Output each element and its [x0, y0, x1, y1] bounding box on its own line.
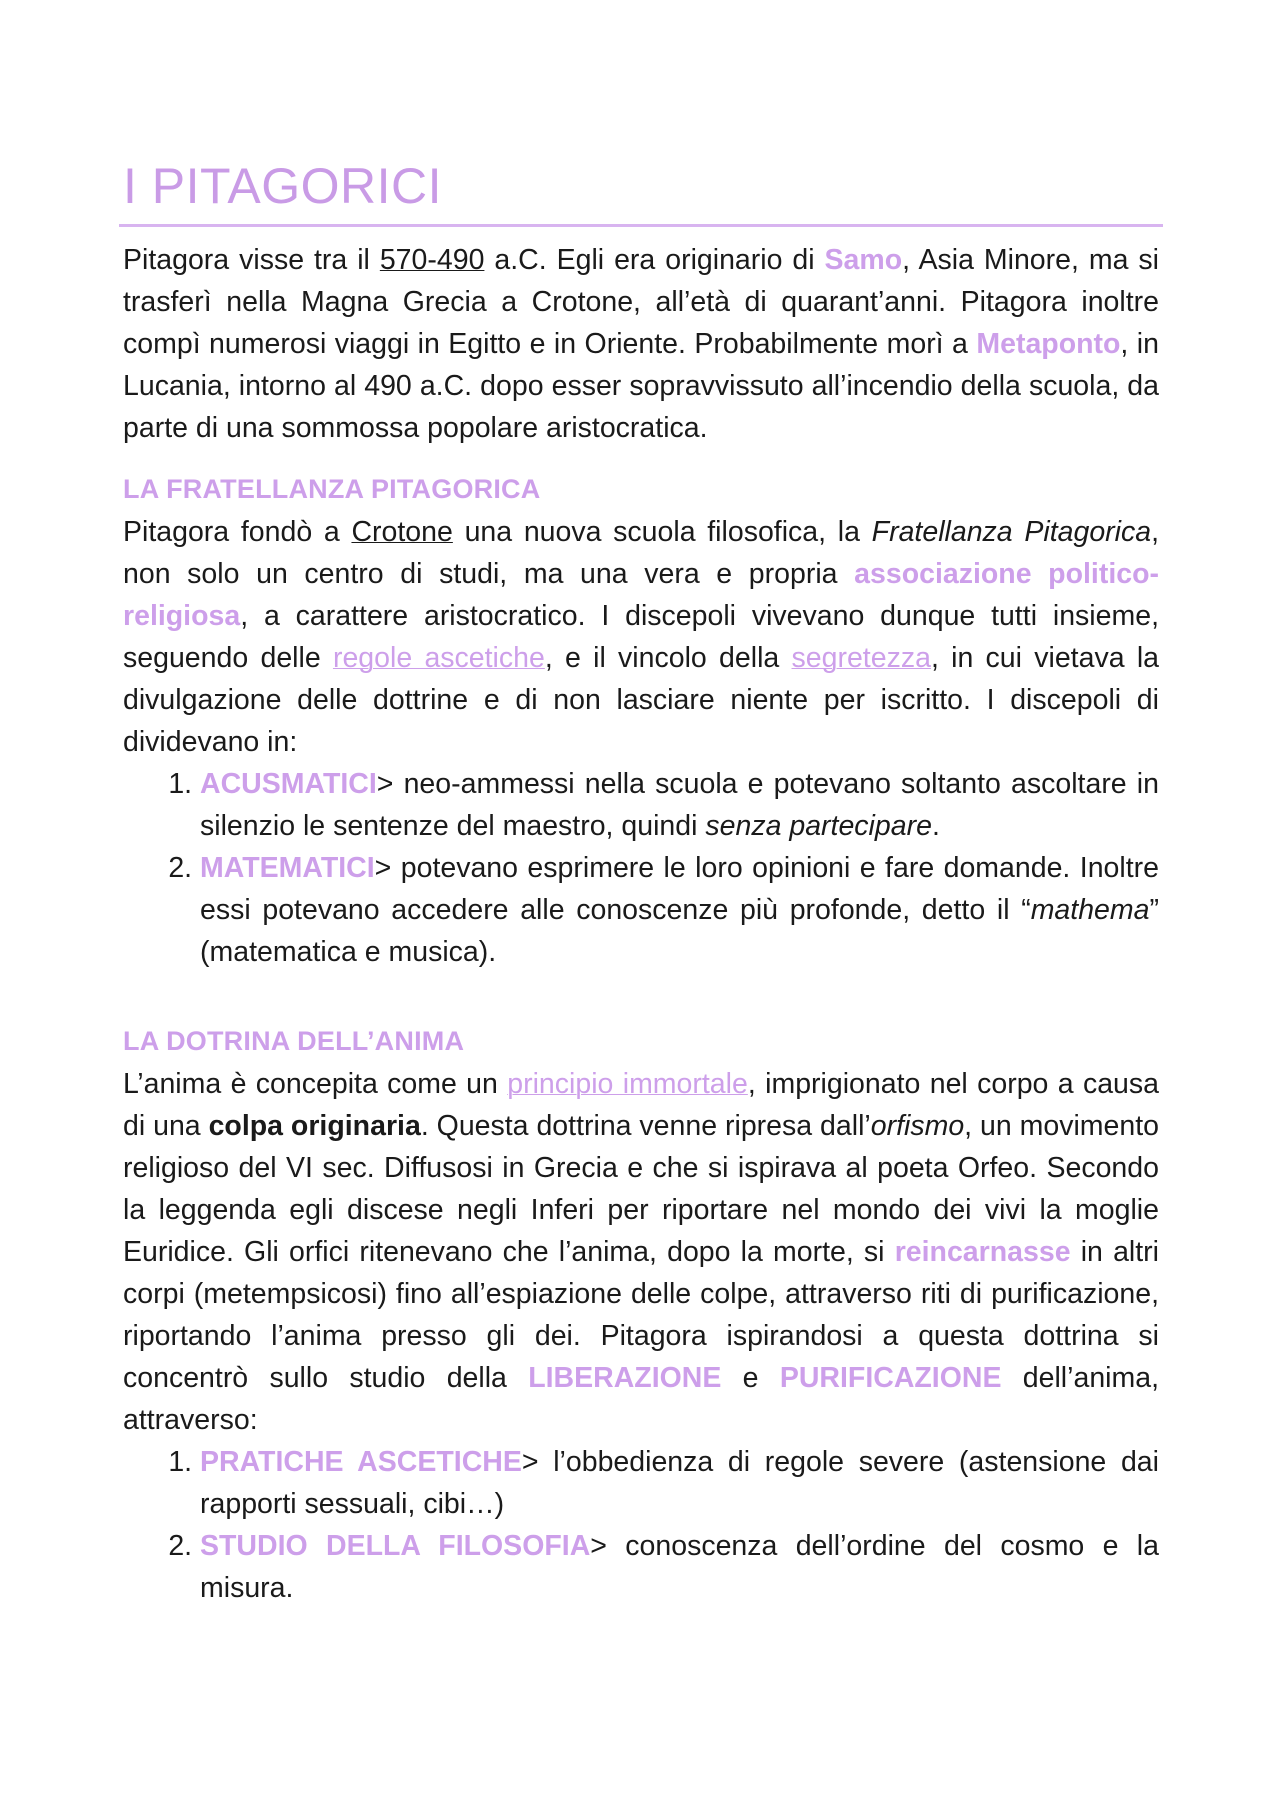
- text: , un movimento religioso del VI sec. Diffusosi in Grecia e che si ispirava al poeta Orfeo. Secondo la leggenda egli discese negli Inferi per riportare nel mondo dei vivi la moglie Euridice. Gli orfici ritenevano che l’anima, dopo la morte, si: [123, 1110, 1160, 1268]
- section-heading-fratellanza: LA FRATELLANZA PITAGORICA: [123, 474, 541, 504]
- text: Pitagora fondò a: [123, 516, 352, 548]
- highlight-metaponto: Metaponto: [976, 328, 1121, 360]
- dates-underlined: 570-490: [379, 244, 485, 276]
- italic-orfismo: orfismo: [870, 1110, 965, 1142]
- fratellanza-italic: Fratellanza Pitagorica: [871, 516, 1152, 548]
- text: .: [931, 810, 940, 842]
- text: > potevano esprimere le loro opinioni e fare domande. Inoltre essi potevano accedere alle conoscenze più profonde, detto il “: [200, 852, 1159, 926]
- text: . Questa dottrina venne ripresa dall’: [420, 1110, 871, 1142]
- highlight-liberazione: LIBERAZIONE: [528, 1362, 722, 1394]
- highlight-reincarnasse: reincarnasse: [894, 1236, 1071, 1268]
- text: e: [721, 1362, 780, 1394]
- text: > conoscenza dell’ordine del cosmo e la misura.: [200, 1530, 1159, 1604]
- highlight-segretezza: segretezza: [791, 642, 931, 674]
- highlight-regole-ascetiche: regole ascetiche: [332, 642, 545, 674]
- highlight-samo: Samo: [824, 244, 903, 276]
- text: , in cui vietava la divulgazione delle dottrine e di non lasciare niente per iscritto. I discepoli di dividevano in:: [123, 642, 1159, 758]
- text: , imprigionato nel corpo a causa di una: [123, 1068, 1160, 1142]
- anima-paragraph: [123, 1063, 1159, 1441]
- text: una nuova scuola filosofica, la: [452, 516, 872, 548]
- text: , non solo un centro di studi, ma una vera e propria: [123, 516, 1160, 590]
- practices-list: [123, 1441, 1159, 1609]
- text: > l’obbedienza di regole severe (astensione dai rapporti sessuali, cibi…): [200, 1446, 1159, 1520]
- section-heading-anima: LA DOTRINA DELL’ANIMA: [123, 1026, 465, 1056]
- text: > neo-ammessi nella scuola e potevano soltanto ascoltare in silenzio le sentenze del maestro, quindi: [200, 768, 1159, 842]
- list-item-label: STUDIO DELLA FILOSOFIA: [200, 1530, 591, 1562]
- fratellanza-paragraph: [123, 511, 1159, 763]
- list-item-label: ACUSMATICI: [200, 768, 377, 800]
- list-item: [200, 1441, 1159, 1525]
- text: in altri corpi (metempsicosi) fino all’espiazione delle colpe, attraverso riti di purificazione, riportando l’anima presso gli dei. Pitagora ispirandosi a questa dottrina si concentrò sullo studio della: [123, 1236, 1159, 1394]
- crotone-underlined: Crotone: [351, 516, 453, 548]
- list-item: [200, 847, 1159, 973]
- text: ” (matematica e musica).: [200, 894, 1159, 968]
- text: Pitagora visse tra il: [123, 244, 380, 276]
- list-item: [200, 1525, 1159, 1609]
- text: , e il vincolo della: [544, 642, 792, 674]
- list-item: [200, 763, 1159, 847]
- list-item-label: PRATICHE ASCETICHE: [200, 1446, 522, 1478]
- text: dell’anima, attraverso:: [123, 1362, 1160, 1436]
- italic-text: mathema: [1030, 894, 1150, 926]
- bold-colpa-originaria: colpa originaria: [208, 1110, 421, 1142]
- text: , in Lucania, intorno al 490 a.C. dopo esser sopravvissuto all’incendio della scuola, da parte di una sommossa popolare aristocratica.: [123, 328, 1159, 444]
- text: , Asia Minore, ma si trasferì nella Magna Grecia a Crotone, all’età di quarant’anni. Pitagora inoltre compì numerosi viaggi in Egitto e in Oriente. Probabilmente morì a: [123, 244, 1159, 360]
- list-item-label: MATEMATICI: [200, 852, 375, 884]
- title-underline: [119, 224, 1163, 227]
- text: L’anima è concepita come un: [123, 1068, 508, 1100]
- intro-paragraph: [123, 239, 1159, 449]
- italic-text: senza partecipare: [705, 810, 932, 842]
- disciples-list: [123, 763, 1159, 973]
- highlight-principio-immortale: principio immortale: [507, 1068, 748, 1100]
- text: a.C. Egli era originario di: [484, 244, 825, 276]
- text: , a carattere aristocratico. I discepoli vivevano dunque tutti insieme, seguendo delle: [123, 600, 1159, 674]
- highlight-purificazione: PURIFICAZIONE: [779, 1362, 1002, 1394]
- highlight-associazione: associazione politico-religiosa: [123, 558, 1159, 632]
- page-title: I PITAGORICI: [123, 158, 442, 214]
